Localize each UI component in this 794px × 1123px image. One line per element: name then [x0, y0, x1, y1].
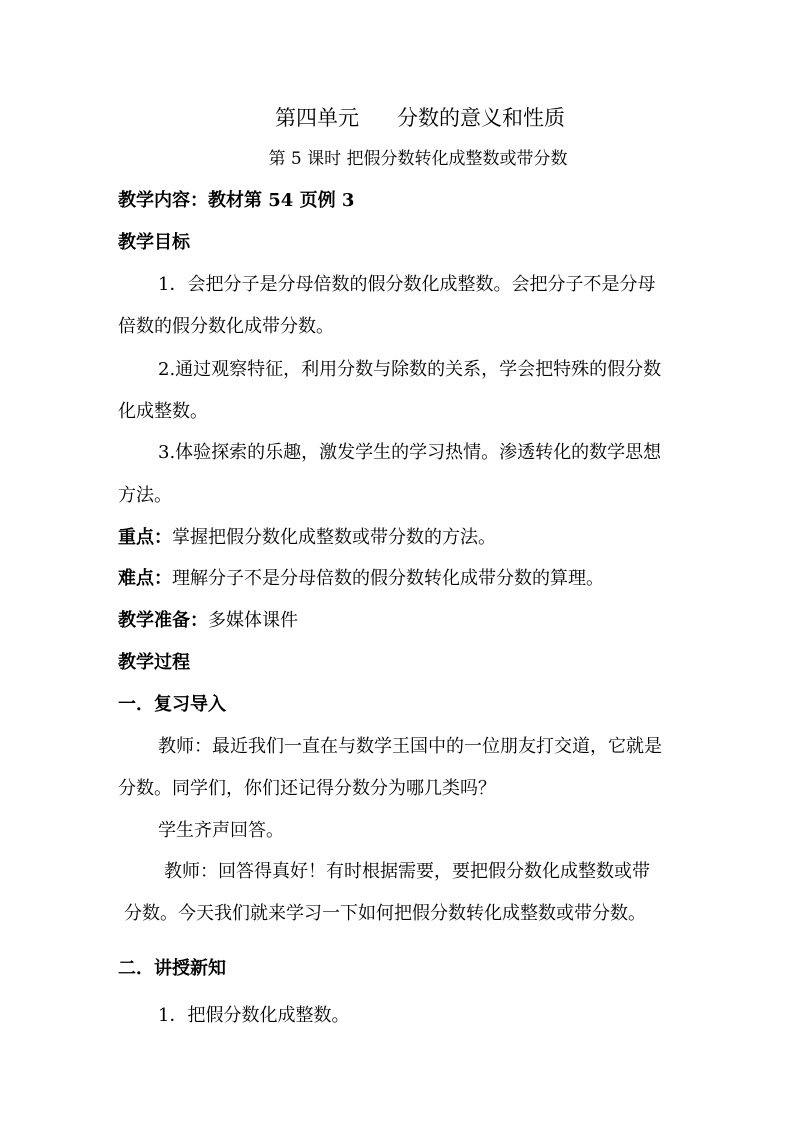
preparation-value: 多媒体课件: [208, 610, 298, 631]
objective-2-line-2: 化成整数。: [118, 401, 208, 422]
process-heading: 教学过程: [118, 652, 190, 673]
section-1-para-1-line-2: 分数。同学们，你们还记得分数分为哪几类吗？: [118, 778, 496, 799]
difficulty: [118, 567, 604, 591]
key-point: [118, 526, 496, 550]
section-1-para-3-line-2: 分数。今天我们就来学习一下如何把假分数转化成整数或带分数。: [124, 903, 646, 924]
objective-2-line-1: 2.通过观察特征，利用分数与除数的关系，学会把特殊的假分数: [158, 359, 662, 380]
section-1-para-1-line-1: 教师：最近我们一直在与数学王国中的一位朋友打交道，它就是: [158, 736, 662, 757]
section-2-heading: 二．讲授新知: [118, 958, 226, 979]
lesson-subtitle: 第 5 课时 把假分数转化成整数或带分数: [268, 149, 568, 169]
objective-1-line-1: 1．会把分子是分母倍数的假分数化成整数。会把分子不是分母: [158, 274, 656, 295]
title-topic: 分数的意义和性质: [397, 106, 565, 130]
difficulty-value: 理解分子不是分母倍数的假分数转化成带分数的算理。: [172, 568, 604, 589]
section-1-heading: 一．复习导入: [118, 694, 226, 715]
section-2-item-1: 1．把假分数化成整数。: [158, 1005, 350, 1026]
objective-1-line-2: 倍数的假分数化成带分数。: [118, 316, 334, 337]
title-unit: 第四单元: [275, 106, 359, 130]
preparation: [118, 609, 298, 633]
difficulty-label: 难点：: [118, 568, 172, 589]
key-point-value: 掌握把假分数化成整数或带分数的方法。: [172, 527, 496, 548]
key-point-label: 重点：: [118, 527, 172, 548]
teaching-content: [118, 189, 354, 213]
teaching-content-label: 教学内容：: [118, 190, 208, 211]
section-1-para-2: 学生齐声回答。: [158, 820, 284, 841]
objective-3-line-1: 3.体验探索的乐趣，激发学生的学习热情。渗透转化的数学思想: [158, 442, 662, 463]
section-1-para-3-line-1: 教师：回答得真好！有时根据需要，要把假分数化成整数或带: [164, 861, 650, 882]
objectives-heading: 教学目标: [118, 232, 190, 253]
page-title: [0, 106, 794, 130]
teaching-content-value: 教材第 54 页例 3: [208, 190, 355, 211]
preparation-label: 教学准备：: [118, 610, 208, 631]
objective-3-line-2: 方法。: [118, 485, 172, 506]
